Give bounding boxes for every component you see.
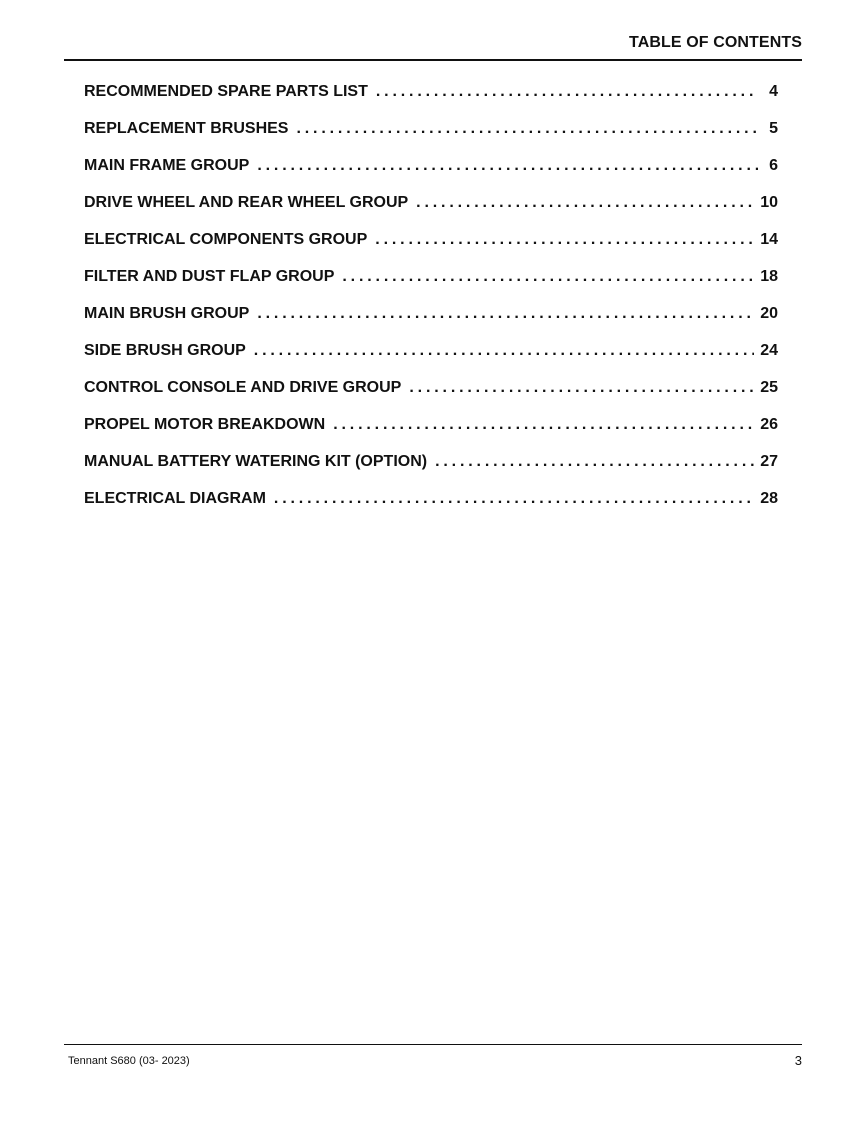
toc-dot-leader bbox=[296, 120, 758, 138]
toc-dot-leader bbox=[274, 490, 754, 508]
toc-entry-label: SIDE BRUSH GROUP bbox=[84, 342, 246, 359]
toc-entry-label: FILTER AND DUST FLAP GROUP bbox=[84, 268, 335, 285]
toc-entry-label: DRIVE WHEEL AND REAR WHEEL GROUP bbox=[84, 194, 409, 211]
toc-entry[interactable] bbox=[84, 342, 778, 379]
toc-entry-page: 18 bbox=[760, 268, 778, 285]
toc-dot-leader bbox=[435, 453, 754, 471]
toc-entry-page: 6 bbox=[769, 157, 778, 174]
toc-entry-label: CONTROL CONSOLE AND DRIVE GROUP bbox=[84, 379, 402, 396]
toc-dot-leader bbox=[257, 157, 758, 175]
toc-entry[interactable] bbox=[84, 268, 778, 305]
toc-entry-page: 24 bbox=[760, 342, 778, 359]
toc-entry[interactable] bbox=[84, 305, 778, 342]
toc-entry-page: 14 bbox=[760, 231, 778, 248]
toc-entry-page: 10 bbox=[760, 194, 778, 211]
document-id: Tennant S680 (03- 2023) bbox=[68, 1055, 190, 1067]
toc-entry-label: MAIN BRUSH GROUP bbox=[84, 305, 250, 322]
toc-entry-label: PROPEL MOTOR BREAKDOWN bbox=[84, 416, 326, 433]
page-footer bbox=[64, 1044, 802, 1073]
toc-dot-leader bbox=[333, 416, 754, 434]
toc-dot-leader bbox=[257, 305, 754, 323]
toc-entry-page: 5 bbox=[769, 120, 778, 137]
toc-entry-page: 27 bbox=[760, 453, 778, 470]
toc-entry-label: REPLACEMENT BRUSHES bbox=[84, 120, 289, 137]
toc-dot-leader bbox=[342, 268, 754, 286]
page-header bbox=[64, 30, 802, 61]
toc-entry[interactable] bbox=[84, 194, 778, 231]
toc-entry[interactable] bbox=[84, 83, 778, 120]
toc-entry-label: RECOMMENDED SPARE PARTS LIST bbox=[84, 83, 368, 100]
toc-entry-label: ELECTRICAL DIAGRAM bbox=[84, 490, 266, 507]
page-number: 3 bbox=[794, 1053, 802, 1068]
toc-dot-leader bbox=[254, 342, 754, 360]
toc-entry-label: ELECTRICAL COMPONENTS GROUP bbox=[84, 231, 368, 248]
toc-entry-page: 25 bbox=[760, 379, 778, 396]
toc-entry-page: 26 bbox=[760, 416, 778, 433]
toc-dot-leader bbox=[375, 231, 754, 249]
toc-dot-leader bbox=[416, 194, 754, 212]
toc-entry[interactable] bbox=[84, 120, 778, 157]
toc-entry-page: 28 bbox=[760, 490, 778, 507]
toc-entry-label: MANUAL BATTERY WATERING KIT (OPTION) bbox=[84, 453, 428, 470]
toc-entry[interactable] bbox=[84, 379, 778, 416]
table-of-contents bbox=[84, 83, 778, 527]
toc-entry-page: 20 bbox=[760, 305, 778, 322]
page-title: TABLE OF CONTENTS bbox=[629, 34, 802, 51]
toc-dot-leader bbox=[409, 379, 754, 397]
toc-entry-label: MAIN FRAME GROUP bbox=[84, 157, 250, 174]
toc-entry[interactable] bbox=[84, 231, 778, 268]
toc-entry[interactable] bbox=[84, 416, 778, 453]
toc-dot-leader bbox=[376, 83, 758, 101]
toc-entry[interactable] bbox=[84, 157, 778, 194]
toc-entry-page: 4 bbox=[769, 83, 778, 100]
toc-entry[interactable] bbox=[84, 453, 778, 490]
toc-entry[interactable] bbox=[84, 490, 778, 527]
